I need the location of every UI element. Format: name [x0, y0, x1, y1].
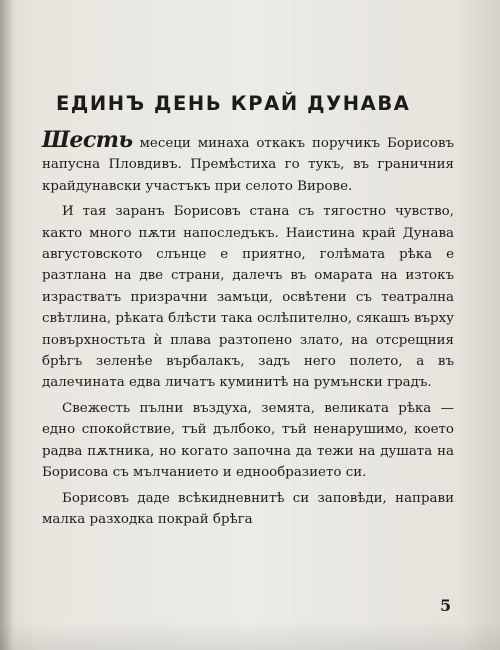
- page-number: 5: [440, 596, 452, 615]
- paragraph-2: И тая заранъ Борисовъ стана съ тягостно чувство, както много пѫти напоследъкъ. Наистина край Дунава августовското слънце е приятно, голѣмата рѣка е разтлана на две страни, далечъ въ омарата на изтокъ израстватъ призрачни замъци, освѣтени съ театрална свѣтлина, рѣката блѣсти така ослѣпително, сякашъ върху повърхностьта ѝ плава разтопено злато, на отсрещния брѣгъ зеленѣе върбалакъ, задъ него полето, а въ далечината едва личатъ куминитѣ на румънски градъ.: [42, 204, 454, 391]
- paragraph-4: Борисовъ даде всѣкидневнитѣ си заповѣди, направи малка разходка покрай брѣга: [42, 490, 454, 527]
- drop-cap-word: Шесть: [42, 127, 133, 153]
- body-text: [42, 127, 454, 534]
- paragraph-1: [42, 127, 454, 197]
- spine-shadow: [0, 0, 14, 650]
- chapter-title: ЕДИНЪ ДЕНЬ КРАЙ ДУНАВА: [56, 92, 411, 115]
- bottom-shadow: [0, 620, 500, 650]
- paragraph-1-text: месеци минаха откакъ поручикъ Борисовъ напусна Пловдивъ. Премѣстиха го тукъ, въ граничния крайдунавски участъкъ при селото Вирове.: [42, 136, 454, 194]
- paragraph-3: Свежесть пълни въздуха, земята, великата рѣка — едно спокойствие, тъй дълбоко, тъй ненарушимо, което радва пѫтника, но когато започна да тежи на душата на Борисова съ мълчанието и еднообразието си.: [42, 400, 454, 481]
